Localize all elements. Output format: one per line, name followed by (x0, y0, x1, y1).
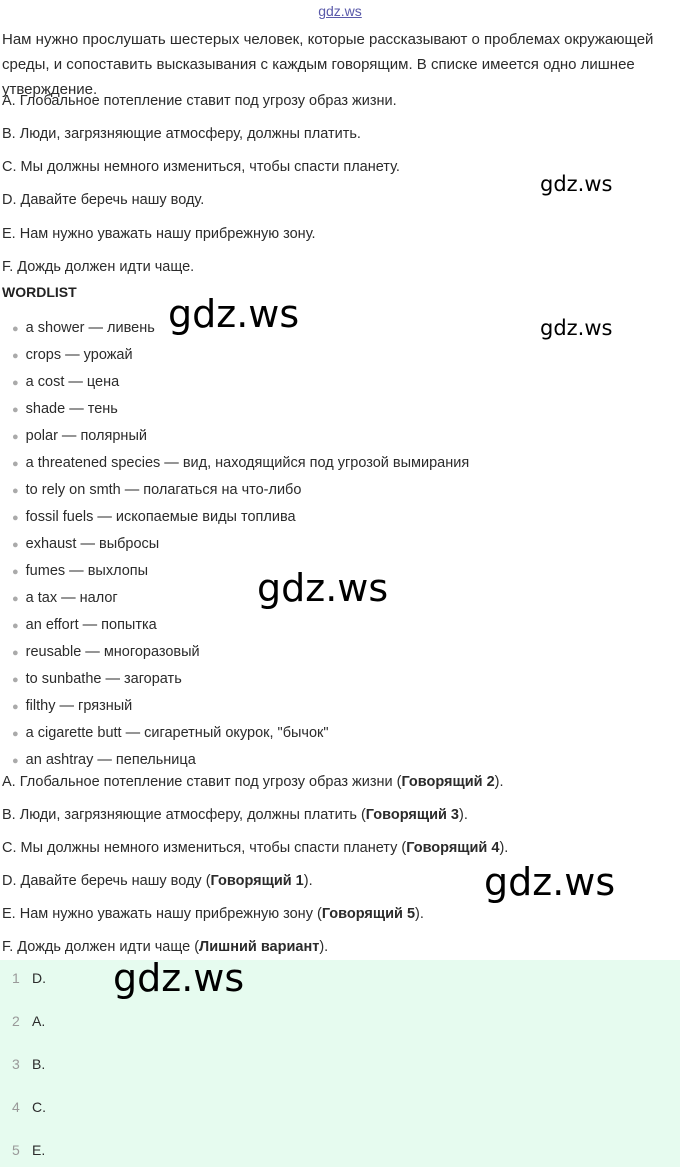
list-item: ● an effort — попытка (12, 617, 157, 633)
bullet-icon: ● (12, 323, 19, 335)
list-item: ● to rely on smth — полагаться на что-либо (12, 482, 302, 498)
bullet-icon: ● (12, 512, 19, 524)
bullet-icon: ● (12, 701, 19, 713)
answer-letter: B. (32, 1056, 46, 1072)
speaker-label: Говорящий 4 (406, 840, 500, 856)
list-item: ● a cigarette butt — сигаретный окурок, "бычок" (12, 725, 329, 741)
match-a: A. Глобальное потепление ставит под угрозу образ жизни (Говорящий 2). (2, 774, 504, 790)
list-item: ● shade — тень (12, 401, 118, 417)
match-b: B. Люди, загрязняющие атмосферу, должны платить (Говорящий 3). (2, 807, 468, 823)
speaker-label: Говорящий 5 (321, 906, 416, 922)
answer-letter: C. (32, 1099, 46, 1115)
answer-row (12, 1099, 46, 1115)
bullet-icon: ● (12, 566, 19, 578)
answer-number: 3 (12, 1056, 20, 1072)
watermark: gdz.ws (113, 956, 245, 1000)
bullet-icon: ● (12, 404, 19, 416)
bullet-icon: ● (12, 431, 19, 443)
bullet-icon: ● (12, 485, 19, 497)
list-item: ● a tax — налог (12, 590, 118, 606)
list-item: ● an ashtray — пепельница (12, 752, 196, 768)
answer-number: 2 (12, 1013, 20, 1029)
bullet-icon: ● (12, 647, 19, 659)
list-item: ● a shower — ливень (12, 320, 155, 336)
statement-f: F. Дождь должен идти чаще. (2, 259, 195, 275)
bullet-icon: ● (12, 620, 19, 632)
statement-b: B. Люди, загрязняющие атмосферу, должны платить. (2, 126, 361, 142)
bullet-icon: ● (12, 458, 19, 470)
match-e: E. Нам нужно уважать нашу прибрежную зону (Говорящий 5). (2, 906, 424, 922)
bullet-icon: ● (12, 539, 19, 551)
statement-d: D. Давайте беречь нашу воду. (2, 192, 205, 208)
list-item: ● a threatened species — вид, находящийся под угрозой вымирания (12, 455, 470, 471)
match-d: D. Давайте беречь нашу воду (Говорящий 1). (2, 873, 313, 889)
answer-letter: E. (32, 1142, 46, 1158)
watermark: gdz.ws (168, 292, 300, 336)
list-item: ● exhaust — выбросы (12, 536, 160, 552)
match-f: F. Дождь должен идти чаще (Лишний вариант). (2, 939, 329, 955)
match-c: C. Мы должны немного измениться, чтобы спасти планету (Говорящий 4). (2, 840, 509, 856)
answer-row (12, 970, 46, 986)
watermark: gdz.ws (540, 316, 613, 340)
watermark: gdz.ws (540, 172, 613, 196)
bullet-icon: ● (12, 350, 19, 362)
list-item: ● to sunbathe — загорать (12, 671, 182, 687)
watermark: gdz.ws (484, 860, 616, 904)
site-link[interactable]: gdz.ws (318, 3, 362, 19)
bullet-icon: ● (12, 755, 19, 767)
answer-letter: A. (32, 1013, 46, 1029)
statement-e: E. Нам нужно уважать нашу прибрежную зону. (2, 226, 316, 242)
bullet-icon: ● (12, 593, 19, 605)
watermark: gdz.ws (257, 566, 389, 610)
answer-row (12, 1056, 45, 1072)
list-item: ● fossil fuels — ископаемые виды топлива (12, 509, 296, 525)
intro-paragraph: Нам нужно прослушать шестерых человек, которые рассказывают о проблемах окружающей среды, и сопоставить высказывания с каждым говорящим. В списке имеется одно лишнее утверждение. (2, 31, 654, 98)
list-item: ● filthy — грязный (12, 698, 133, 714)
answers-box (0, 960, 680, 1167)
list-item: ● reusable — многоразовый (12, 644, 200, 660)
bullet-icon: ● (12, 674, 19, 686)
speaker-label: Говорящий 2 (401, 774, 495, 790)
statement-a: A. Глобальное потепление ставит под угрозу образ жизни. (2, 93, 397, 109)
list-item: ● crops — урожай (12, 347, 133, 363)
list-item: ● polar — полярный (12, 428, 147, 444)
bullet-icon: ● (12, 728, 19, 740)
statement-c: C. Мы должны немного измениться, чтобы спасти планету. (2, 159, 400, 175)
list-item: ● a cost — цена (12, 374, 120, 390)
answer-row (12, 1142, 45, 1158)
answer-number: 5 (12, 1142, 20, 1158)
answer-number: 4 (12, 1099, 20, 1115)
answer-letter: D. (32, 970, 46, 986)
wordlist-title: WORDLIST (2, 284, 77, 300)
speaker-label: Говорящий 1 (210, 873, 304, 889)
speaker-label: Лишний вариант (199, 939, 320, 955)
speaker-label: Говорящий 3 (365, 807, 459, 823)
bullet-icon: ● (12, 377, 19, 389)
list-item: ● fumes — выхлопы (12, 563, 149, 579)
answer-number: 1 (12, 970, 20, 986)
answer-row (12, 1013, 45, 1029)
